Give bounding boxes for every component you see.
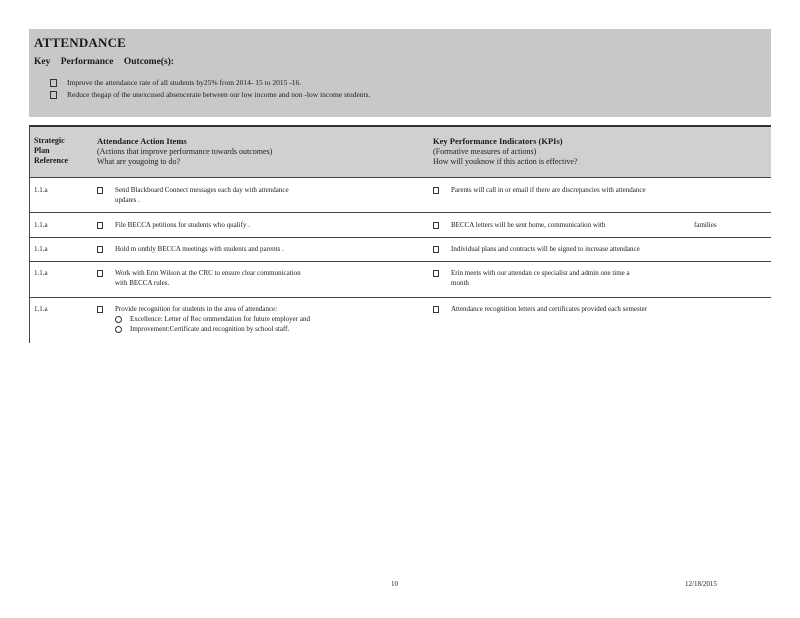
checkbox-icon (433, 270, 439, 277)
checkbox-icon (433, 222, 439, 229)
checkbox-icon (97, 222, 103, 229)
checkbox-icon (433, 246, 439, 253)
outcome-bullet: Reduce thegap of the unexcused absencerate between our low income and non -low income students. (50, 90, 370, 99)
circle-bullet-icon (115, 316, 122, 323)
outcome-bullet: Improve the attendance rate of all students by25% from 2014- 15 to 2015 -16. (50, 78, 301, 87)
checkbox-icon (433, 306, 439, 313)
page-title: ATTENDANCE (34, 35, 127, 50)
row-divider (29, 177, 771, 178)
col-header-kpis: Key Performance Indicators (KPIs) (Formative measures of actions) How will youknow if this action is effective? (433, 136, 578, 166)
checkbox-icon (50, 91, 57, 99)
row-divider (29, 261, 771, 262)
checkbox-icon (50, 79, 57, 87)
checkbox-icon (433, 187, 439, 194)
row-divider (29, 212, 771, 213)
checkbox-icon (97, 306, 103, 313)
table-left-border (29, 127, 30, 343)
checkbox-icon (97, 270, 103, 277)
page-number: 10 (391, 580, 398, 588)
header-box (29, 29, 771, 117)
checkbox-icon (97, 187, 103, 194)
kpo-label: Key Performance Outcome(s): (34, 57, 174, 67)
checkbox-icon (97, 246, 103, 253)
row-divider (29, 237, 771, 238)
footer-date: 12/18/2015 (685, 580, 717, 588)
row-divider (29, 297, 771, 298)
col-header-reference: Strategic Plan Reference (34, 136, 69, 165)
circle-bullet-icon (115, 326, 122, 333)
col-header-actions: Attendance Action Items (Actions that improve performance towards outcomes) What are yougoing to do? (97, 136, 273, 166)
